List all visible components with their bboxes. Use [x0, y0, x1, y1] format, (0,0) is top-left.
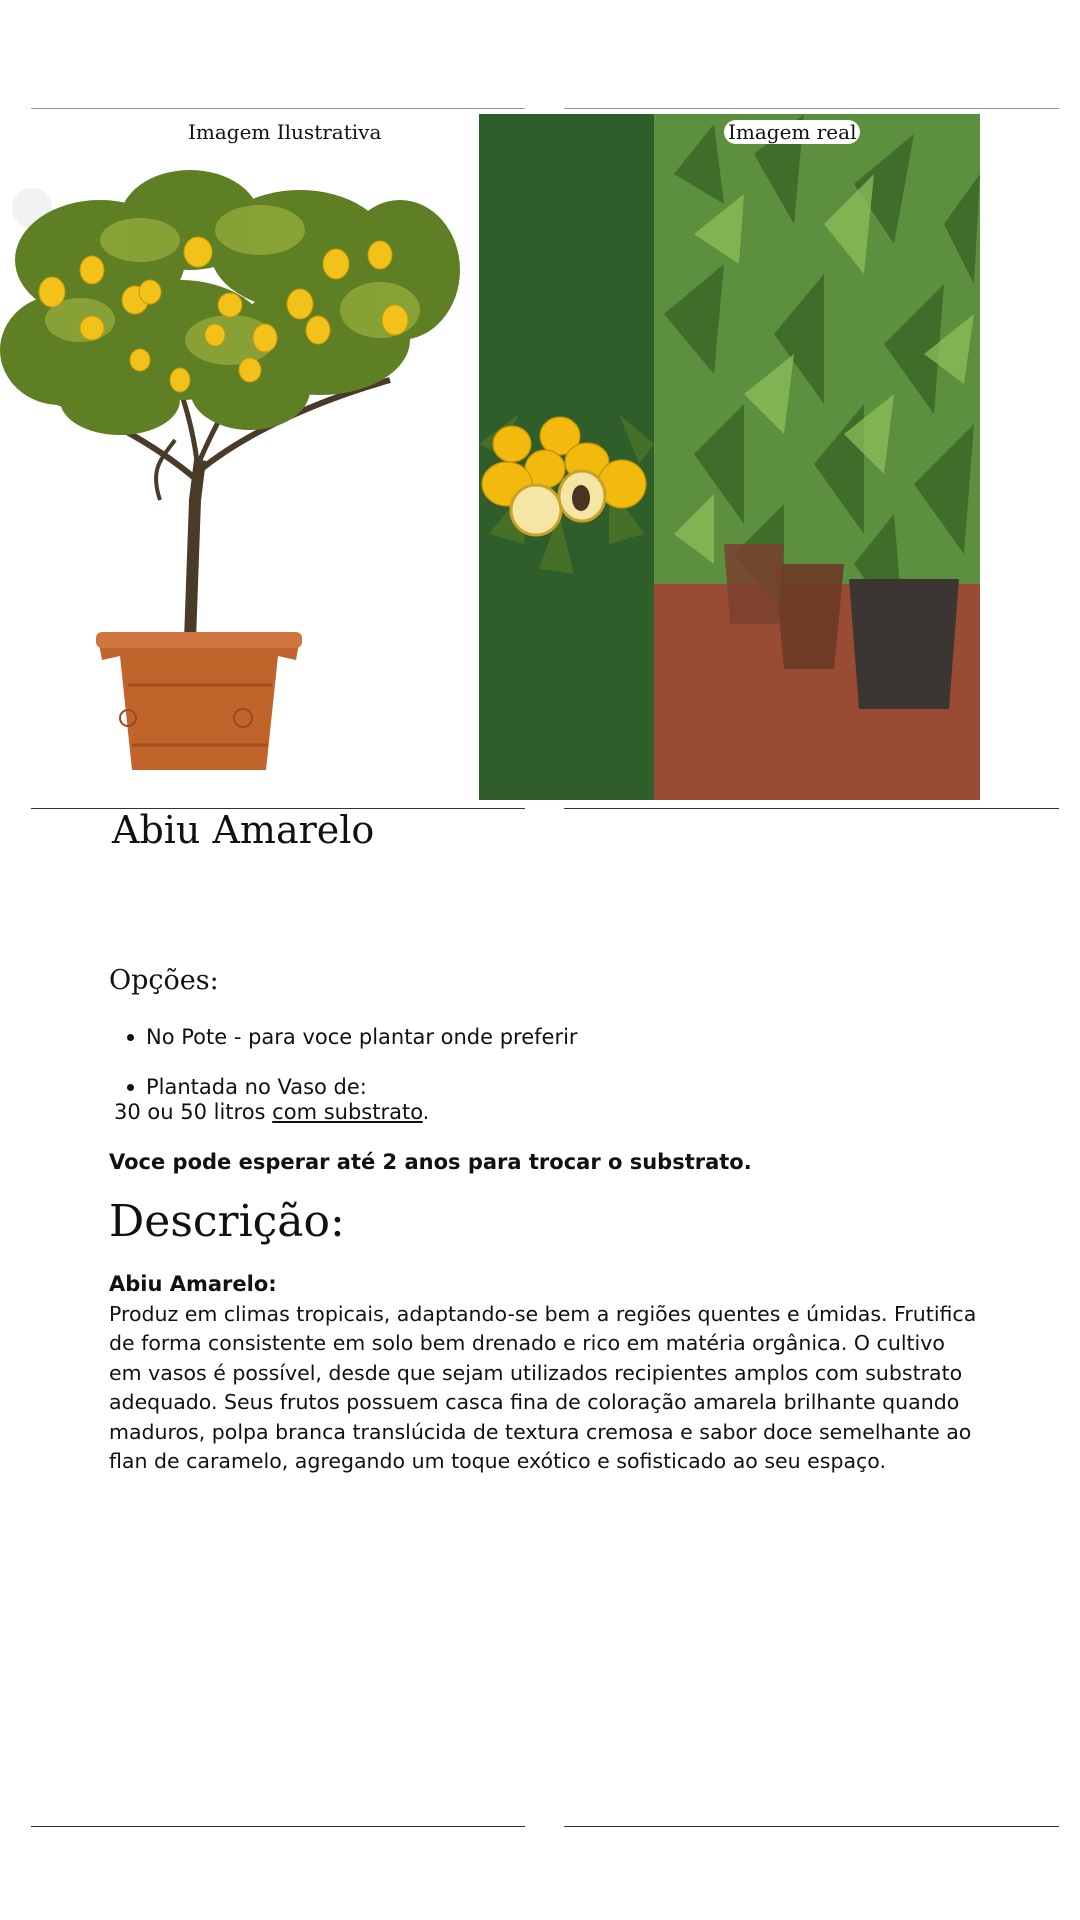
vase-volume-text [114, 1100, 429, 1124]
bottom-divider-left [31, 1826, 525, 1827]
mid-divider-right [564, 808, 1059, 809]
fruit-panel [479, 114, 654, 800]
substrate-note: Voce pode esperar até 2 anos para trocar o substrato. [109, 1150, 752, 1174]
option-label: Plantada no Vaso de: [146, 1075, 367, 1099]
real-image-label: Imagem real [724, 120, 860, 144]
substrate-link[interactable]: com substrato [272, 1100, 423, 1124]
bottom-divider-right [564, 1826, 1059, 1827]
real-plant-image [654, 114, 980, 800]
options-heading: Opções: [109, 965, 219, 996]
description-subtitle: Abiu Amarelo: [109, 1272, 277, 1296]
illustrative-tree-image [0, 140, 480, 790]
volume-end: . [422, 1100, 430, 1124]
option-item-pot [114, 1024, 814, 1050]
option-item-vase [114, 1074, 814, 1100]
options-list [114, 1024, 814, 1100]
bullet-icon [127, 1084, 134, 1091]
bullet-icon [127, 1034, 134, 1041]
illustrative-image-label: Imagem Ilustrativa [188, 120, 382, 144]
description-heading: Descrição: [109, 1196, 345, 1247]
top-divider-right [564, 108, 1059, 109]
option-label: No Pote - para voce plantar onde preferir [146, 1025, 578, 1049]
product-title: Abiu Amarelo [112, 808, 375, 852]
description-body: Produz em climas tropicais, adaptando-se bem a regiões quentes e úmidas. Frutifica de forma consistente em solo bem drenado e rico em matéria orgânica. O cultivo em vasos é possível, desde que sejam utilizados recipientes amplos com substrato adequado. Seus frutos possuem casca fina de coloração amarela brilhante quando maduros, polpa branca translúcida de textura cremosa e sabor doce semelhante ao flan de caramelo, agregando um toque exótico e sofisticado ao seu espaço. [109, 1302, 977, 1474]
volume-label: 30 ou 50 litros [114, 1100, 273, 1124]
top-divider-left [31, 108, 525, 109]
